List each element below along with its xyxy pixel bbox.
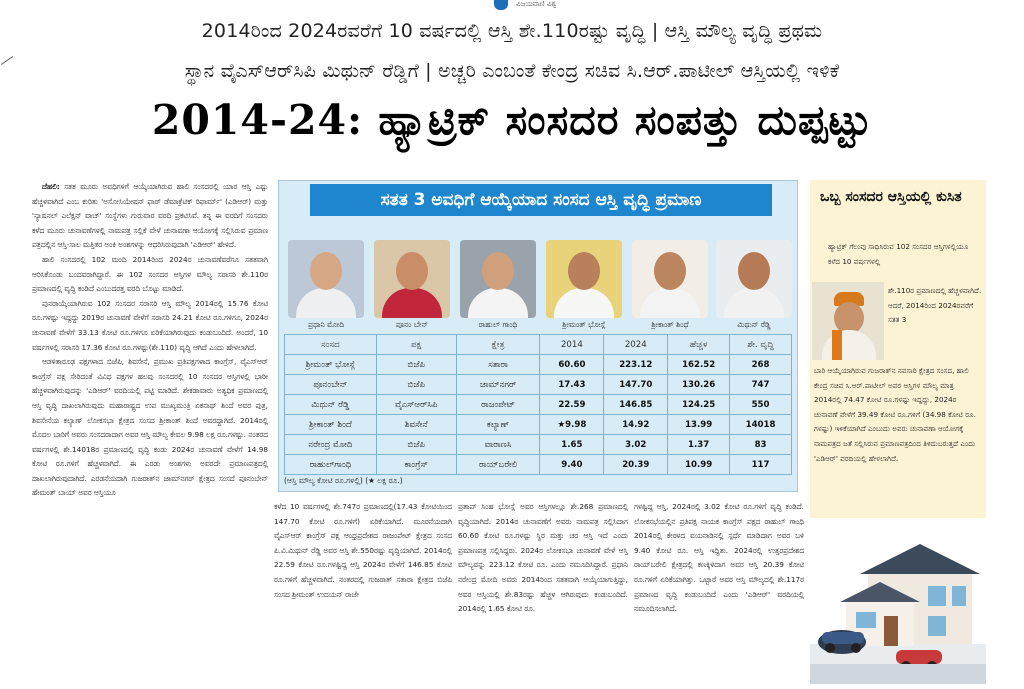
mp-photo	[460, 240, 536, 318]
column-header: ಶೇ. ವೃದ್ಧಿ	[730, 335, 792, 355]
column-header: ಕ್ಷೇತ್ರ	[456, 335, 540, 355]
column-header: 2014	[540, 335, 604, 355]
table-cell: 146.85	[604, 395, 668, 415]
article-column-1	[32, 180, 268, 685]
column-header: 2024	[604, 335, 668, 355]
table-cell: ಕಾಂಗ್ರೆಸ್	[376, 455, 456, 475]
table-cell: 130.26	[668, 375, 730, 395]
table-cell: ನರೇಂದ್ರ ಮೋದಿ	[285, 435, 377, 455]
mp-photo	[374, 240, 450, 318]
table-row	[285, 375, 792, 395]
table-cell: 10.99	[668, 455, 730, 475]
table-cell: 14.92	[604, 415, 668, 435]
column-header: ಪಕ್ಷ	[376, 335, 456, 355]
table-cell: ರಾಯ್‌ಬರೇಲಿ	[456, 455, 540, 475]
table-cell: 17.43	[540, 375, 604, 395]
article-column-3: ಪ್ರತಾಪ್ ಸಿಂಹ ಭೋಸ್ಲೆ ಅವರ ಆಸ್ತಿಗಳಲ್ಲೂ ಶೇ.268 ಪ್ರಮಾಣದಲ್ಲಿ ವೃದ್ಧಿಯಾಗಿದೆ. 2014ರ ಚುನಾವಣೆಗೆ ಅವರು ನಾಮಪತ್ರ ಸಲ್ಲಿಸಿದಾಗ 60.60 ಕೋಟಿ ರೂ.ಗಳಷ್ಟು ಸ್ಥಿರ ಮತ್ತು ಚರ ಆಸ್ತಿ ಇದೆ ಎಂದು ಪ್ರಮಾಣಪತ್ರ ಸಲ್ಲಿಸಿದ್ದರು. 2024ರ ಲೋಕಸಭಾ ಚುನಾವಣೆ ವೇಳೆ ಆಸ್ತಿ ಮೌಲ್ಯವನ್ನು 223.12 ಕೋಟಿ ರೂ. ಎಂದು ನಮೂದಿಸಿದ್ದಾರೆ. ಪ್ರಧಾನಿ ನರೇಂದ್ರ ಮೋದಿ ಅವರು 2014ರಿಂದ ಸತತವಾಗಿ ಆಯ್ಕೆಯಾಗುತ್ತಿದ್ದು, ಅವರ ಆಸ್ತಿಯಲ್ಲಿ ಶೇ.83ರಷ್ಟು ಹೆಚ್ಚಳ ಆಗಿರುವುದು ಕಂಡುಬಂದಿದೆ. 2014ರಲ್ಲಿ 1.65 ಕೋಟಿ ರೂ.	[458, 502, 628, 614]
article-paragraph	[32, 180, 268, 253]
sidebar-text: ಹ್ಯಾಟ್ರಿಕ್ ಗೆಲುವು ಸಾಧಿಸಿರುವ 102 ಸಂಸದರ ಆಸ್ತಿಗಳಲ್ಲಿಯೂ ಕಳೆದ 10 ವರ್ಷಗಳಲ್ಲಿ	[828, 242, 969, 266]
table-cell: ಶಿವಸೇನೆ	[376, 415, 456, 435]
table-cell: ಸತಾರಾ	[456, 355, 540, 375]
table-cell: 223.12	[604, 355, 668, 375]
table-cell: ಪೂನಂಬೇನ್	[285, 375, 377, 395]
mp-photo	[288, 240, 364, 318]
table-cell: 13.99	[668, 415, 730, 435]
table-cell: ಶ್ರೀಮಂತ್ ಭೋಸ್ಲೆ	[285, 355, 377, 375]
sidebar-title: ಒಬ್ಬ ಸಂಸದರ ಆಸ್ತಿಯಲ್ಲಿ ಕುಸಿತ	[820, 189, 962, 205]
article-text: ಸತತ ಮೂರು ಅವಧಿಗಳಿಗೆ ಆಯ್ಕೆಯಾಗಿರುವ ಹಾಲಿ ಸಂಸದರಲ್ಲಿ ಯಾರ ಆಸ್ತಿ ಎಷ್ಟು ಹೆಚ್ಚಳವಾಗಿದೆ ಎಂಬ ಕುರಿತು 'ಅಸೋಸಿಯೇಷನ್ ಫಾರ್ ಡೆಮಾಕ್ರೆಟಿಕ್ ರಿಫಾರ್ಮ್' (ಎಡಿಆರ್) ಮತ್ತು 'ನ್ಯಾಷನಲ್ ಎಲೆಕ್ಷನ್ ವಾಚ್' ಸಂಸ್ಥೆಗಳು ಗುರುವಾರ ವರದಿ ಪ್ರಕಟಿಸಿವೆ. ತನ್ನ ಈ ವರದಿಗೆ ಸಂಸದರು ಕಳೆದ ಮೂರು ಚುನಾವಣೆಗಳಲ್ಲಿ ನಾಮಪತ್ರ ಸಲ್ಲಿಕೆ ವೇಳೆ ಚುನಾವಣಾ ಆಯೋಗಕ್ಕೆ ಸಲ್ಲಿಸಿರುವ ಪ್ರಮಾಣ ಪತ್ರದಲ್ಲಿನ ಆಸ್ತಿ-ಸಾಲ ಮತ್ತಿತರ ಅಂಕಿ ಅಂಶಗಳನ್ನು ಆಧರಿಸಿರುವುದಾಗಿ 'ಎಡಿಆರ್' ಹೇಳಿದೆ.	[32, 182, 268, 250]
table-cell: 747	[730, 375, 792, 395]
sidebar-text: ಶೇ.110ರ ಪ್ರಮಾಣದಲ್ಲಿ ಹೆಚ್ಚಳವಾಗಿದೆ. ಆದರೆ, 2014ರಿಂದ 2024ರವರೆಗೆ ಸತತ 3	[888, 286, 982, 325]
table-cell: ವೈಎಸ್‌ಆರ್‌ಸಿಪಿ	[376, 395, 456, 415]
table-cell: 147.70	[604, 375, 668, 395]
table-row	[285, 395, 792, 415]
column-header: ಸಂಸದ	[285, 335, 377, 355]
table-cell: ★9.98	[540, 415, 604, 435]
mp-photo	[632, 240, 708, 318]
table-cell: 1.65	[540, 435, 604, 455]
table-cell: 20.39	[604, 455, 668, 475]
table-cell: ಕಲ್ಯಾಣ್	[456, 415, 540, 435]
table-cell: 268	[730, 355, 792, 375]
masthead-tagline: ವಿಜಯವಾಣಿ ವಿಶ್ವ	[516, 0, 557, 8]
table-cell: 117	[730, 455, 792, 475]
mp-photo-caption: ಪೂನಂ ಬೇನ್	[395, 320, 429, 329]
infobox-title: ಸತತ 3 ಅವಧಿಗೆ ಆಯ್ಕೆಯಾದ ಸಂಸದ ಆಸ್ತಿ ವೃದ್ಧಿ ಪ್ರಮಾಣ	[310, 184, 772, 216]
house-and-car-illustration	[810, 524, 986, 684]
table-cell: 9.40	[540, 455, 604, 475]
column-header: ಹೆಚ್ಚಳ	[668, 335, 730, 355]
table-cell: 124.25	[668, 395, 730, 415]
table-row	[285, 415, 792, 435]
subheadline-1: 2014ರಿಂದ 2024ರವರೆಗೆ 10 ವರ್ಷದಲ್ಲಿ ಆಸ್ತಿ ಶೇ.110ರಷ್ಟು ವೃದ್ಧಿ | ಆಸ್ತಿ ಮೌಲ್ಯ ವೃದ್ಧಿ ಪ್ರಥಮ	[201, 20, 823, 42]
table-cell: 83	[730, 435, 792, 455]
article-paragraph: ಪುನರಾಯ್ಕೆಯಾಗಿರುವ 102 ಸಂಸದರ ಸರಾಸರಿ ಆಸ್ತಿ ಮೌಲ್ಯ 2014ರಲ್ಲಿ 15.76 ಕೋಟಿ ರೂ.ಗಳಷ್ಟು ಇದ್ದದ್ದು 2019ರ ಚುನಾವಣೆ ವೇಳೆಗೆ ಸರಾಸರಿ 24.21 ಕೋಟಿ ರೂ.ಗಳಿಗೂ, 2024ರ ಚುನಾವಣೆ ವೇಳೆಗೆ 33.13 ಕೋಟಿ ರೂ.ಗಳಿಗೂ ಏರಿಕೆಯಾಗಿರುವುದು ಕಂಡುಬಂದಿದೆ. ಅಂದರೆ, 10 ವರ್ಷಗಳಲ್ಲಿ ಸರಾಸರಿ 17.36 ಕೋಟಿ ರೂ.ಗಳಷ್ಟು(ಶೇ.110) ವೃದ್ಧಿ ಆಗಿದೆ ಎಂದು ಹೇಳಲಾಗಿದೆ.	[32, 298, 268, 352]
mp-photo	[546, 240, 622, 318]
subheadline-2: ಸ್ಥಾನ ವೈಎಸ್‌ಆರ್‌ಸಿಪಿ ಮಿಥುನ್ ರೆಡ್ಡಿಗೆ | ಅಚ್ಚರಿ ಎಂಬಂತೆ ಕೇಂದ್ರ ಸಚಿವ ಸಿ.ಆರ್.ಪಾಟೀಲ್ ಆಸ್ತಿಯಲ್ಲಿ ಇಳಿಕೆ	[184, 60, 840, 82]
table-row	[285, 435, 792, 455]
mp-photo	[716, 240, 792, 318]
table-cell: ಬಿಜೆಪಿ	[376, 355, 456, 375]
table-cell: 60.60	[540, 355, 604, 375]
table-cell: 162.52	[668, 355, 730, 375]
sidebar-text: ಬಾರಿ ಆಯ್ಕೆಯಾಗಿರುವ ಗುಜರಾತ್‌ನ ನವಸಾರಿ ಕ್ಷೇತ್ರದ ಸಂಸದ, ಹಾಲಿ ಕೇಂದ್ರ ಸಚಿವ ಸಿ.ಆರ್.ಪಾಟೀಲ್ ಅವರ ಆಸ್ತಿಗಳ ಮೌಲ್ಯ ಮಾತ್ರ 2014ರಲ್ಲಿ 74.47 ಕೋಟಿ ರೂ.ಗಳಷ್ಟು ಇದ್ದದ್ದು, 2024ರ ಚುನಾವಣೆ ವೇಳೆಗೆ 39.49 ಕೋಟಿ ರೂ.ಗಳಿಗೆ (34.98 ಕೋಟಿ ರೂ. ಗಳಷ್ಟು) ಇಳಿಕೆಯಾಗಿದೆ ಎಂಬುದು ಅವರು ಚುನಾವಣಾ ಆಯೋಗಕ್ಕೆ ನಾಮಪತ್ರದ ಜತೆ ಸಲ್ಲಿಸಿರುವ ಪ್ರಮಾಣಪತ್ರದಿಂದ ತಿಳಿದುಬರುತ್ತದೆ ಎಂದು 'ಎಡಿಆರ್' ವರದಿಯಲ್ಲಿ ಹೇಳಲಾಗಿದೆ.	[814, 366, 976, 463]
article-paragraph: ಆಡಳಿತಾರೂಢ ಪಕ್ಷಗಳಾದ ಬಿಜೆಪಿ, ಶಿವಸೇನೆ, ಪ್ರಮುಖ ಪ್ರತಿಪಕ್ಷಗಳಾದ ಕಾಂಗ್ರೆಸ್, ವೈಎಸ್‌ಆರ್ ಕಾಂಗ್ರೆಸ್ ಪಕ್ಷ ಸೇರಿದಂತೆ ವಿವಿಧ ಪಕ್ಷಗಳ ಹಲವು ಸಂಸದರಲ್ಲಿ 10 ಸಂಸದರ ಆಸ್ತಿಗಳಲ್ಲಿ ಭಾರೀ ಹೆಚ್ಚಳವಾಗಿರುವುದನ್ನು 'ಎಡಿಆರ್' ವರದಿಯಲ್ಲಿ ಪಟ್ಟಿ ಮಾಡಿದೆ. ಶೇಕಡಾವಾರು ಅತ್ಯಧಿಕ ಪ್ರಮಾಣದಲ್ಲಿ ಆಸ್ತಿ ವೃದ್ಧಿ ದಾಖಲಾಗಿರುವುದು ಮಹಾರಾಷ್ಟ್ರದ ಉಪ ಮುಖ್ಯಮಂತ್ರಿ ಏಕನಾಥ್ ಶಿಂದೆ ಅವರ ಪುತ್ರ, ಶಿವಸೇನೆಯ ಕಲ್ಯಾಣ್ ಲೋಕಸಭಾ ಕ್ಷೇತ್ರದ ಸಂಸದ ಶ್ರೀಕಾಂತ್ ಶಿಂದೆ ಅವರದ್ದಾಗಿದೆ. 2014ರಲ್ಲಿ ಮೊದಲ ಬಾರಿಗೆ ಅವರು ಸಂಸದರಾದಾಗ ಅವರ ಆಸ್ತಿ ಮೌಲ್ಯ ಕೇವಲ 9.98 ಲಕ್ಷ ರೂ.ಗಳಷ್ಟು. ನಂತರದ ವರ್ಷಗಳಲ್ಲಿ ಶೇ.14018ರ ಪ್ರಮಾಣದಲ್ಲಿ ವೃದ್ಧಿ ಕಂಡು 2024ರ ಚುನಾವಣೆ ವೇಳೆಗೆ 14.98 ಕೋಟಿ ರೂ.ಗಳಿಗೆ ಹೆಚ್ಚಳವಾಗಿದೆ. ಈ ಎರಡು ಅಂಶಗಳು ಅವರದೇ ಪ್ರಮಾಣಪತ್ರದಲ್ಲಿ ದಾಖಲಾಗಿರುವುದಾಗಿದೆ. ಎರಡನೆಯದಾಗಿ ಗುಜರಾತ್‌ನ ಜಾಮ್‌ನಗರ್ ಕ್ಷೇತ್ರದ ಸಂಸದೆ ಪೂನಂಬೇನ್ ಹೇಮಂತ್ ಬಾಯ್ ಅವರ ಆಸ್ತಿಯೂ	[32, 357, 268, 498]
dateline: ದೆಹಲಿ:	[42, 182, 60, 191]
mp-photo-caption: ರಾಹುಲ್ ಗಾಂಧಿ	[478, 320, 518, 329]
table-cell: 550	[730, 395, 792, 415]
table-cell: ಬಿಜೆಪಿ	[376, 375, 456, 395]
table-header-row	[285, 335, 792, 355]
table-cell: 3.02	[604, 435, 668, 455]
article-column-2: ಕಳೆದ 10 ವರ್ಷಗಳಲ್ಲಿ ಶೇ.747ರ ಪ್ರಮಾಣದಲ್ಲಿ(17.43 ಕೋಟಿಯಿಂದ 147.70 ಕೋಟಿ ರೂ.ಗಳಿಗೆ) ಏರಿಕೆಯಾಗಿದೆ. ಮೂರನೆಯದಾಗಿ ವೈಎಸ್‌ಆರ್ ಕಾಂಗ್ರೆಸ್ ಪಕ್ಷ ಆಂಧ್ರಪ್ರದೇಶದ ರಾಜಂಪೇಟ್ ಕ್ಷೇತ್ರದ ಸಂಸದ ಪಿ.ವಿ.ಮಿಥುನ್ ರೆಡ್ಡಿ ಅವರ ಆಸ್ತಿ ಶೇ.550ರಷ್ಟು ವೃದ್ಧಿಯಾಗಿದೆ. 2014ರಲ್ಲಿ 22.59 ಕೋಟಿ ರೂ.ಗಳಷ್ಟಿದ್ದ ಆಸ್ತಿ 2024ರ ವೇಳೆಗೆ 146.85 ಕೋಟಿ ರೂ.ಗಳಿಗೆ ಹೆಚ್ಚಳವಾಗಿದೆ. ನಂತರದಲ್ಲಿ ಗುಜರಾತ್ ಸತಾರಾ ಕ್ಷೇತ್ರದ ಬಿಜೆಪಿ ಸಂಸದ ಶ್ರೀಮಂತ್ ಉದಯನ್‌ ರಾಜೇ	[274, 502, 452, 599]
mp-photo-caption: ಪ್ರಧಾನಿ ಮೋದಿ	[307, 320, 345, 329]
table-footnote: (ಆಸ್ತಿ ಮೌಲ್ಯ ಕೋಟಿ ರೂ.ಗಳಲ್ಲಿ) (★ ಲಕ್ಷ ರೂ.)	[284, 476, 403, 485]
cr-patil-photo	[812, 282, 884, 360]
table-cell: ಜಾಮ್‌ನಗರ್	[456, 375, 540, 395]
table-cell: 14018	[730, 415, 792, 435]
table-row	[285, 355, 792, 375]
mp-photo-caption: ಶ್ರೀಮಂತ್ ಭೋಸ್ಲೆ	[562, 320, 606, 329]
table-cell: ಶ್ರೀಕಾಂತ್ ಶಿಂದೆ	[285, 415, 377, 435]
table-cell: 22.59	[540, 395, 604, 415]
article-column-4: ಗಳಷ್ಟಿದ್ದ ಆಸ್ತಿ, 2024ರಲ್ಲಿ 3.02 ಕೋಟಿ ರೂ.ಗಳಿಗೆ ವೃದ್ಧಿ ಕಂಡಿದೆ. ಲೋಕಸಭೆಯಲ್ಲಿನ ಪ್ರತಿಪಕ್ಷ ನಾಯಕ ಕಾಂಗ್ರೆಸ್ ಪಕ್ಷದ ರಾಹುಲ್ ಗಾಂಧಿ 2014ರಲ್ಲಿ ಕೇರಳದ ವಯನಾಡಿನಲ್ಲಿ ಸ್ಪರ್ಧೆ ಮಾಡಿದಾಗ ಅವರ ಬಳಿ 9.40 ಕೋಟಿ ರೂ. ಆಸ್ತಿ ಇದ್ದಿತು. 2024ರಲ್ಲಿ ಉತ್ತರಪ್ರದೇಶದ ರಾಯ್‌ಬರೇಲಿ ಕ್ಷೇತ್ರದಲ್ಲಿ ಕಣಕ್ಕಿಳಿದಾಗ ಅವರ ಆಸ್ತಿ 20.39 ಕೋಟಿ ರೂ.ಗಳಿಗೆ ಏರಿಕೆಯಾಗಿತ್ತು. ಒಟ್ಟಾರೆ ಅವರ ಆಸ್ತಿ ಮೌಲ್ಯದಲ್ಲಿ ಶೇ.117ರ ಪ್ರಮಾಣದ ವೃದ್ಧಿ ಕಂಡುಬಂದಿದೆ ಎಂದು 'ಎಡಿಆರ್' ವರದಿಯಲ್ಲಿ ನಮೂದಿಸಲಾಗಿದೆ.	[634, 502, 804, 614]
table-row	[285, 455, 792, 475]
table-cell: ರಾಹುಲ್‌ಗಾಂಧಿ	[285, 455, 377, 475]
table-cell: 1.37	[668, 435, 730, 455]
main-headline: 2014-24: ಹ್ಯಾಟ್ರಿಕ್ ಸಂಸದರ ಸಂಪತ್ತು ದುಪ್ಪಟ್ಟು	[151, 96, 873, 144]
mp-photo-caption: ಶ್ರೀಕಾಂತ್ ಶಿಂಧೆ	[651, 320, 689, 329]
table-cell: ರಾಜಂಪೇಟ್	[456, 395, 540, 415]
article-paragraph: ಹಾಲಿ ಸಂಸದರಲ್ಲಿ 102 ಮಂದಿ 2014ರಿಂದ 2024ರ ಚುನಾವಣೆವರೆಗೂ ಸತತವಾಗಿ ಆರಿಸಿಕೊಂಡು ಬಂದವರಾಗಿದ್ದಾರೆ. ಈ 102 ಸಂಸದರ ಆಸ್ತಿಗಳ ಮೌಲ್ಯ ಸರಾಸರಿ ಶೇ.110ರ ಪ್ರಮಾಣದಲ್ಲಿ ವೃದ್ಧಿ ಕಂಡಿದೆ ಎಂಬುದರತ್ತ ವರದಿ ಬೊಟ್ಟು ಮಾಡಿದೆ.	[32, 254, 268, 294]
masthead-logo-icon	[494, 0, 508, 10]
asset-growth-table	[284, 334, 792, 475]
table-cell: ಬಿಜೆಪಿ	[376, 435, 456, 455]
mp-photo-caption: ಮಿಥುನ್ ರೆಡ್ಡಿ	[737, 320, 771, 329]
table-cell: ವಾರಾಣಸಿ	[456, 435, 540, 455]
table-cell: ಮಿಥುನ್ ರೆಡ್ಡಿ	[285, 395, 377, 415]
